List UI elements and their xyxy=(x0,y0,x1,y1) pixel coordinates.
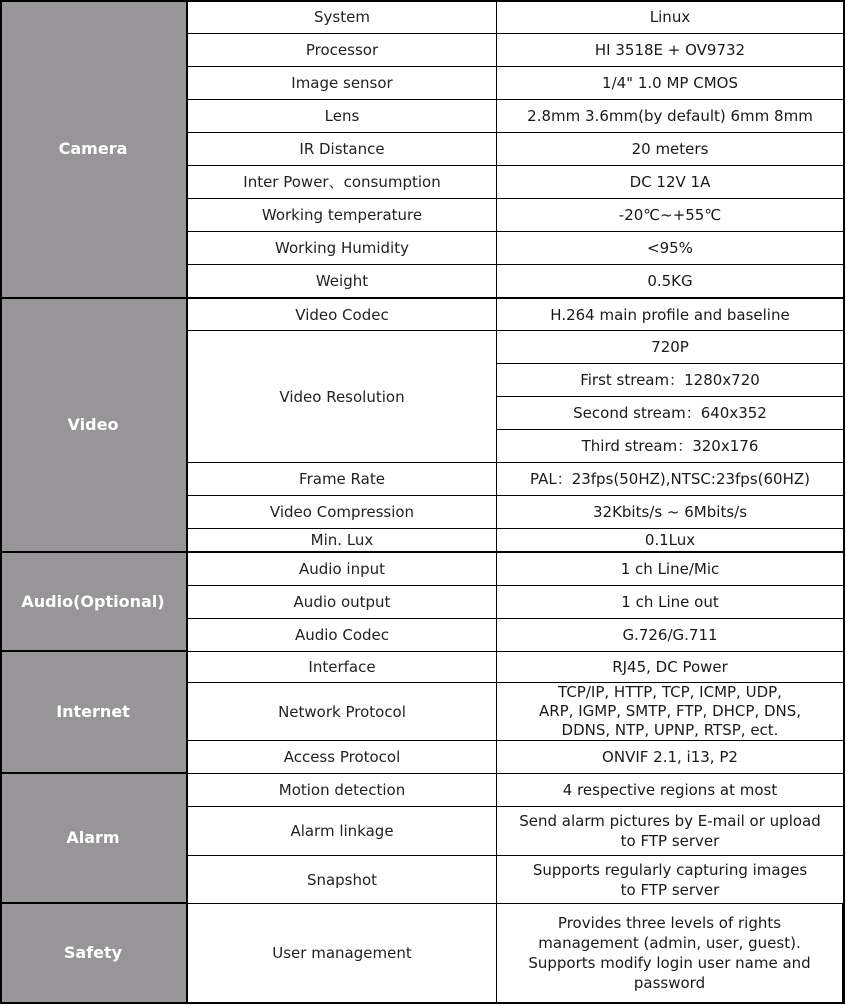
spec-label: Working temperature xyxy=(188,199,497,232)
spec-value: 1 ch Line/Mic xyxy=(497,553,844,586)
spec-value: 2.8mm 3.6mm(by default) 6mm 8mm xyxy=(497,100,844,133)
spec-label: Snapshot xyxy=(188,856,497,904)
spec-label: Motion detection xyxy=(188,774,497,807)
category-alarm xyxy=(0,774,188,904)
category-safety xyxy=(0,904,188,1004)
value-line: to FTP server xyxy=(620,880,720,899)
value-line: Supports regularly capturing images xyxy=(532,860,808,879)
category-camera xyxy=(0,0,188,299)
value-line: Send alarm pictures by E-mail or upload xyxy=(519,812,821,830)
value-line: ARP, IGMP, SMTP, FTP, DHCP, DNS, xyxy=(538,702,802,720)
spec-value: <95% xyxy=(497,232,844,265)
value-line: Supports modify login user name and xyxy=(528,954,811,972)
spec-label: Min. Lux xyxy=(188,529,497,553)
spec-value: PAL：23fps(50HZ),NTSC:23fps(60HZ) xyxy=(497,463,844,496)
spec-value xyxy=(497,904,844,1004)
category-internet xyxy=(0,652,188,774)
spec-value: HI 3518E + OV9732 xyxy=(497,34,844,67)
spec-label: Inter Power、consumption xyxy=(188,166,497,199)
spec-label: Image sensor xyxy=(188,67,497,100)
spec-label: Audio output xyxy=(188,586,497,619)
spec-label: Alarm linkage xyxy=(188,807,497,856)
spec-value: 0.5KG xyxy=(497,265,844,299)
category-label: Camera xyxy=(58,138,128,158)
spec-label: Processor xyxy=(188,34,497,67)
spec-label: Lens xyxy=(188,100,497,133)
category-label: Safety xyxy=(63,943,123,962)
category-audio xyxy=(0,553,188,652)
spec-label: Video Resolution xyxy=(188,331,497,463)
spec-label: Network Protocol xyxy=(188,683,497,741)
value-line: to FTP server xyxy=(620,832,720,850)
value-line: password xyxy=(633,974,706,992)
spec-value: Third stream：320x176 xyxy=(497,430,844,463)
spec-label: User management xyxy=(188,904,497,1004)
spec-value: 1 ch Line out xyxy=(497,586,844,619)
spec-value: First stream：1280x720 xyxy=(497,364,844,397)
value-line: DDNS, NTP, UPNP, RTSP, ect. xyxy=(561,721,779,739)
spec-label: Audio input xyxy=(188,553,497,586)
value-line: TCP/IP, HTTP, TCP, ICMP, UDP, xyxy=(558,683,782,701)
spec-label: Interface xyxy=(188,652,497,683)
spec-label: Frame Rate xyxy=(188,463,497,496)
spec-value: Linux xyxy=(497,0,844,34)
spec-label: Video Codec xyxy=(188,299,497,331)
spec-label: IR Distance xyxy=(188,133,497,166)
spec-label: Working Humidity xyxy=(188,232,497,265)
value-line: management (admin, user, guest). xyxy=(538,934,801,952)
spec-value: 1/4" 1.0 MP CMOS xyxy=(497,67,844,100)
spec-value: 20 meters xyxy=(497,133,844,166)
spec-value: RJ45, DC Power xyxy=(497,652,844,683)
spec-value: ONVIF 2.1, i13, P2 xyxy=(497,741,844,774)
spec-value: H.264 main profile and baseline xyxy=(497,299,844,331)
category-label: Alarm xyxy=(66,828,120,847)
spec-value: DC 12V 1A xyxy=(497,166,844,199)
spec-label: Weight xyxy=(188,265,497,299)
spec-label: Video Compression xyxy=(188,496,497,529)
spec-value: G.726/G.711 xyxy=(497,619,844,652)
spec-value xyxy=(497,683,844,741)
spec-label: System xyxy=(188,0,497,34)
spec-value: 4 respective regions at most xyxy=(497,774,844,807)
spec-value: -20℃~+55℃ xyxy=(497,199,844,232)
spec-value: 720P xyxy=(497,331,844,364)
category-video xyxy=(0,299,188,553)
category-label: Video xyxy=(67,415,119,434)
spec-value: Second stream：640x352 xyxy=(497,397,844,430)
category-label: Audio(Optional) xyxy=(21,591,165,611)
spec-value: 32Kbits/s ~ 6Mbits/s xyxy=(497,496,844,529)
spec-value xyxy=(497,807,844,856)
spec-label: Access Protocol xyxy=(188,741,497,774)
category-label: Internet xyxy=(56,702,130,721)
spec-value xyxy=(497,856,844,904)
value-line: Provides three levels of rights xyxy=(557,914,782,932)
spec-label: Audio Codec xyxy=(188,619,497,652)
spec-value: 0.1Lux xyxy=(497,529,844,553)
